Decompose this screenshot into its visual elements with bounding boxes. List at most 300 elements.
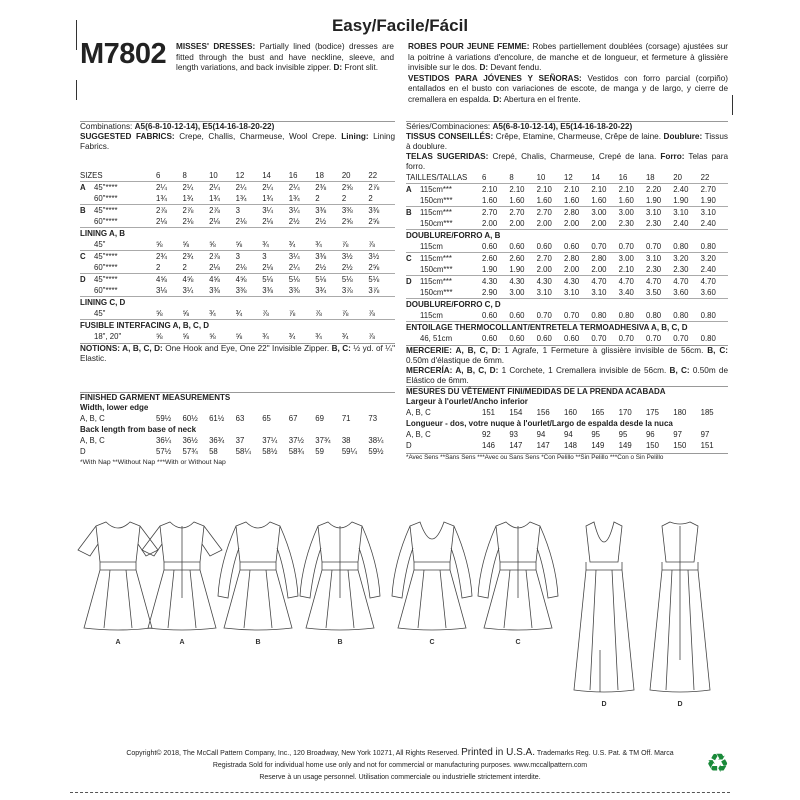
value-cell: 93 — [509, 430, 519, 439]
value-cell: 2.10 — [591, 184, 618, 196]
value-cell: ¾ — [262, 240, 269, 249]
value-cell: 3¼ — [182, 286, 194, 295]
value-cell: ⅝ — [182, 332, 190, 341]
value-cell: 5⅛ — [289, 274, 316, 286]
combinations-value: A5(6-8-10-12-14), E5(14-16-18-20-22) — [134, 122, 275, 131]
copyright-footer — [80, 747, 720, 784]
value-cell: 2.60 — [482, 253, 509, 265]
footnote: *With Nap **Without Nap ***With or Without Nap — [80, 459, 226, 466]
value-cell: 4.70 — [619, 276, 646, 288]
fabric-width: 60"**** — [94, 217, 118, 226]
desc-d-text: Abertura en el frente. — [503, 94, 581, 104]
combinations-value: A5(6-8-10-12-14), E5(14-16-18-20-22) — [492, 122, 633, 131]
dress-outline — [300, 522, 380, 630]
size-header: 16 — [288, 171, 298, 180]
fabric-width: 115cm — [420, 242, 443, 251]
metric-table — [406, 172, 728, 344]
value-cell: 2.30 — [673, 265, 689, 274]
value-cell: 94 — [563, 430, 573, 439]
value-cell: 2⅞ — [156, 205, 183, 217]
value-cell: 146 — [482, 441, 496, 450]
table-row — [406, 253, 728, 265]
dress-outline — [218, 522, 298, 630]
value-cell: 2⅝ — [368, 263, 380, 272]
value-cell: 37¼ — [262, 436, 278, 445]
value-cell: 2.00 — [591, 265, 607, 274]
desc-d-label: D: — [479, 63, 489, 73]
value-cell: 2¼ — [262, 182, 289, 194]
view-c-illustration — [478, 522, 558, 646]
view-label: B — [337, 639, 343, 646]
value-cell: ⅞ — [368, 240, 375, 249]
value-cell: 1¾ — [156, 194, 167, 203]
value-cell: 0.60 — [509, 311, 525, 320]
value-cell: 154 — [509, 408, 523, 417]
fabric-width: 115cm — [420, 311, 443, 320]
combinations-label: Combinations: — [80, 122, 133, 131]
value-cell: 0.60 — [536, 242, 552, 251]
value-cell: 2.70 — [509, 207, 536, 219]
value-cell: 95 — [591, 430, 600, 439]
value-cell: 0.70 — [591, 334, 607, 343]
fabrics-value: Crêpe, Etamine, Charmeuse, Crêpe de laine. — [495, 132, 661, 141]
combinations-label: Séries/Combinaciones: — [406, 122, 491, 131]
value-cell: ⅝ — [156, 332, 163, 341]
value-cell: 3 — [236, 205, 263, 217]
fabric-width: 60"**** — [94, 286, 118, 295]
fabric-width: 18", 20" — [94, 332, 122, 341]
value-cell: 1.60 — [536, 196, 552, 205]
view-label — [406, 195, 420, 207]
value-cell: 57¾ — [182, 447, 198, 456]
value-cell: 3.20 — [673, 253, 700, 265]
value-cell: 2.80 — [591, 253, 618, 265]
value-cell: ¾ — [288, 240, 296, 249]
size-header: 6 — [156, 171, 161, 180]
value-cell: 0.80 — [700, 242, 716, 251]
table-row — [406, 407, 728, 418]
value-cell: 151 — [700, 441, 714, 450]
value-cell: 2.30 — [618, 219, 634, 228]
merceria — [406, 366, 728, 386]
trademark-text: Trademarks Reg. U.S. Pat. & TM Off. Marca — [536, 750, 674, 757]
value-cell: 3⅜ — [235, 286, 247, 295]
value-cell: 3½ — [342, 251, 369, 263]
section-label: ENTOILAGE THERMOCOLLANT/ENTRETELA TERMOADHESIVA A, B, C, D — [406, 322, 728, 334]
value-cell: 1.60 — [618, 196, 634, 205]
table-row — [406, 287, 728, 299]
value-cell: 59 — [315, 447, 324, 456]
dress-outline — [392, 522, 472, 630]
value-cell: 1¾ — [182, 194, 194, 203]
french-spanish-yardage-column — [406, 121, 728, 461]
merceria-value: 1 Corchete, 1 Cremallera invisible de 56cm. — [501, 366, 667, 375]
value-cell: 2.30 — [645, 265, 662, 274]
value-cell: 4.30 — [537, 276, 564, 288]
value-cell: 147 — [509, 441, 523, 450]
merceria-bc-label: B, C: — [669, 366, 690, 375]
view-label: D — [80, 447, 86, 456]
value-cell: 3.50 — [645, 288, 662, 297]
fabrics-value: Crepé, Chalis, Charmeuse, Crepé de lana. — [492, 152, 657, 161]
table-row — [80, 182, 395, 194]
merceria-bc-value: 0.50m de Elástico de 6mm. — [406, 366, 729, 385]
value-cell: 3.40 — [618, 288, 634, 297]
value-cell: 2.70 — [482, 207, 509, 219]
value-cell: 36¾ — [209, 436, 225, 445]
value-cell: 185 — [700, 408, 714, 417]
usage-text: Registrada Sold for individual home use only and not for commercial or manufacturing purposes. www.mccallpattern.com — [212, 762, 588, 769]
english-yardage-column — [80, 121, 395, 466]
value-cell: 0.80 — [700, 334, 716, 343]
value-cell: 2.70 — [701, 184, 728, 196]
value-cell: 60½ — [182, 414, 198, 423]
fabric-width: 45"**** — [94, 182, 156, 194]
notions-label: NOTIONS: A, B, C, D: — [80, 344, 163, 353]
table-row — [80, 285, 395, 297]
view-label: D — [677, 701, 683, 708]
desc-text: Partially lined (bodice) dresses are fitted through the bust and have neckline, sleeve, and length variations, and back invisible zipper. — [176, 42, 394, 73]
mercerie-bc-value: 0.50m d'élastique de 6mm. — [406, 356, 505, 365]
value-cell: 3½ — [368, 251, 395, 263]
lining-label: Forro: — [660, 152, 685, 161]
value-cell: 97 — [673, 430, 682, 439]
combinations — [80, 121, 395, 132]
value-cell: 0.60 — [509, 334, 525, 343]
value-cell: 2 — [156, 263, 161, 272]
value-cell: 4.30 — [564, 276, 591, 288]
value-cell: 2.00 — [563, 265, 580, 274]
measurements-title: MESURES DU VÊTEMENT FINI/MEDIDAS DE LA PRENDA ACABADA — [406, 386, 728, 396]
value-cell: 2¼ — [183, 182, 210, 194]
value-cell: 3⅜ — [368, 205, 395, 217]
value-cell: 0.80 — [591, 311, 607, 320]
view-label: D — [406, 441, 412, 450]
value-cell: 2⅝ — [342, 182, 369, 194]
value-cell: 1.60 — [591, 196, 607, 205]
value-cell: 0.70 — [645, 242, 662, 251]
value-cell: 3⅜ — [342, 205, 369, 217]
value-cell: ⅝ — [156, 309, 163, 318]
fabric-width: 60"**** — [94, 263, 118, 272]
value-cell: 3.10 — [563, 288, 580, 297]
value-cell: ⅞ — [341, 309, 349, 318]
table-row — [406, 264, 728, 276]
desc-d-text: Front slit. — [344, 63, 379, 73]
size-header: 12 — [235, 171, 245, 180]
value-cell: 3 — [262, 251, 289, 263]
size-header: 22 — [368, 171, 378, 180]
value-cell: 3⅜ — [262, 286, 274, 295]
section-label: LINING A, B — [80, 228, 395, 240]
view-label — [80, 308, 94, 320]
size-header: 18 — [315, 171, 324, 180]
value-cell: 3.10 — [536, 288, 552, 297]
value-cell: 2 — [182, 263, 187, 272]
view-label: A — [406, 184, 420, 196]
view-label — [406, 241, 420, 253]
value-cell: 4.30 — [509, 276, 536, 288]
size-header: 10 — [536, 173, 546, 182]
size-header: 8 — [182, 171, 187, 180]
view-label: D — [406, 276, 420, 288]
fabric-width: 45" — [94, 309, 106, 318]
fabric-width: 115cm*** — [420, 253, 482, 265]
view-b-illustration — [300, 522, 380, 646]
view-label — [80, 262, 94, 274]
size-header: 16 — [618, 173, 628, 182]
value-cell: ⅞ — [341, 240, 349, 249]
fabric-width: 45"**** — [94, 251, 156, 263]
measurements-title: FINISHED GARMENT MEASUREMENTS — [80, 392, 395, 402]
value-cell: 1.90 — [645, 196, 662, 205]
value-cell: 2 — [341, 194, 347, 203]
table-header-row — [80, 170, 395, 182]
value-cell: 0.70 — [618, 334, 634, 343]
desc-title: VESTIDOS PARA JÓVENES Y SEÑORAS: — [408, 73, 582, 83]
value-cell: 57½ — [156, 447, 172, 456]
value-cell: 95 — [618, 430, 628, 439]
mercerie-bc-label: B, C: — [707, 346, 728, 355]
value-cell: 165 — [591, 408, 605, 417]
mercerie-label: MERCERIE: A, B, C, D: — [406, 346, 501, 355]
lining-value: Lining Fabrics. — [80, 132, 395, 151]
fabric-width: 46, 51cm — [420, 334, 453, 343]
value-cell: 3⅜ — [315, 251, 342, 263]
value-cell: 0.60 — [482, 334, 498, 343]
value-cell: 2.70 — [537, 253, 564, 265]
value-cell: 0.80 — [645, 311, 662, 320]
value-cell: 58¾ — [288, 447, 304, 456]
value-cell: 3.10 — [646, 207, 673, 219]
value-cell: 3¼ — [262, 205, 289, 217]
value-cell: 1.90 — [673, 196, 689, 205]
table-row — [80, 239, 395, 251]
value-cell: 2⅛ — [209, 217, 220, 226]
view-label — [406, 287, 420, 299]
value-cell: 0.70 — [673, 334, 689, 343]
size-header: 10 — [209, 171, 218, 180]
fabric-width: 45"**** — [94, 205, 156, 217]
value-cell: 1.90 — [482, 265, 498, 274]
section-label: LINING C, D — [80, 297, 395, 309]
size-header: 8 — [509, 173, 514, 182]
table-section-row — [80, 402, 395, 413]
value-cell: 0.80 — [673, 242, 689, 251]
value-cell: 2¾ — [183, 251, 210, 263]
value-cell: 59½ — [368, 447, 384, 456]
size-header: 6 — [482, 173, 487, 182]
table-section-row — [80, 320, 395, 332]
table-header-row — [406, 172, 728, 184]
value-cell: 2⅛ — [235, 263, 247, 272]
value-cell: 1.90 — [700, 196, 716, 205]
value-cell: 37 — [235, 436, 245, 445]
value-cell: 69 — [315, 414, 324, 423]
view-label: A, B, C — [80, 414, 105, 423]
value-cell: 58 — [209, 447, 218, 456]
table-row — [406, 276, 728, 288]
yardage-table — [80, 170, 395, 342]
combinations — [406, 121, 728, 132]
value-cell: 2.30 — [645, 219, 662, 228]
notions-bc-value: ½ yd. of ¼" Elastic. — [80, 344, 396, 363]
view-label: A — [115, 639, 121, 646]
size-header: 18 — [645, 173, 655, 182]
view-label — [80, 285, 94, 297]
value-cell: 4⅝ — [156, 274, 183, 286]
value-cell: 0.70 — [645, 334, 662, 343]
value-cell: 3⅛ — [156, 286, 167, 295]
value-cell: 3.10 — [701, 207, 728, 219]
fabric-width: 115cm*** — [420, 276, 482, 288]
view-label — [80, 331, 94, 342]
value-cell: 38¼ — [368, 436, 384, 445]
value-cell: 2¼ — [156, 182, 183, 194]
value-cell: 0.70 — [536, 311, 552, 320]
value-cell: 2.80 — [564, 253, 591, 265]
table-row — [80, 435, 395, 446]
table-row — [406, 310, 728, 322]
pattern-number: M7802 — [80, 38, 167, 70]
mercerie — [406, 345, 728, 366]
value-cell: ⅝ — [209, 240, 216, 249]
value-cell: 0.60 — [509, 242, 525, 251]
value-cell: 71 — [341, 414, 351, 423]
value-cell: 2.10 — [564, 184, 591, 196]
view-label — [406, 264, 420, 276]
fabric-width: 150cm*** — [420, 265, 453, 274]
value-cell: ⅞ — [262, 309, 269, 318]
table-section-row — [80, 424, 395, 435]
value-cell: 2¼ — [289, 182, 316, 194]
value-cell: 2⅛ — [182, 217, 194, 226]
value-cell: ⅝ — [182, 309, 190, 318]
value-cell: 2.00 — [591, 219, 607, 228]
value-cell: 1¾ — [288, 194, 300, 203]
desc-title: MISSES' DRESSES: — [176, 42, 256, 51]
value-cell: ⅝ — [182, 240, 190, 249]
fabric-width: 150cm*** — [420, 288, 453, 297]
value-cell: 0.60 — [563, 334, 580, 343]
section-label: DOUBLURE/FORRO C, D — [406, 299, 728, 311]
value-cell: 2⅞ — [209, 205, 236, 217]
value-cell: 36¼ — [156, 436, 172, 445]
value-cell: 3.00 — [619, 253, 646, 265]
dress-outline — [574, 522, 634, 692]
margin-rule — [732, 95, 733, 115]
view-label — [406, 218, 420, 230]
value-cell: ¾ — [209, 309, 216, 318]
lining-value: Telas para forro. — [406, 152, 728, 171]
view-label — [80, 239, 94, 251]
view-label: B — [255, 639, 261, 646]
value-cell: 1¾ — [262, 194, 274, 203]
value-cell: 3.60 — [673, 288, 689, 297]
value-cell: 160 — [563, 408, 577, 417]
value-cell: 0.80 — [673, 311, 689, 320]
fabric-width: 115cm*** — [420, 207, 482, 219]
desc-d-label: D: — [333, 63, 343, 73]
value-cell: 2⅛ — [262, 263, 274, 272]
copyright-text: Copyright© 2018, The McCall Pattern Company, Inc., 120 Broadway, New York 10271, All Rights Reserved. — [126, 750, 460, 757]
value-cell: 3¼ — [289, 251, 316, 263]
view-label: A, B, C — [80, 436, 105, 445]
value-cell: 3.10 — [646, 253, 673, 265]
value-cell: 2.60 — [509, 253, 536, 265]
lining-value: Tissus à doublure. — [406, 132, 728, 151]
garment-illustrations — [0, 500, 800, 710]
value-cell: 3¾ — [315, 286, 327, 295]
table-row — [406, 195, 728, 207]
value-cell: 4.70 — [646, 276, 673, 288]
value-cell: 2⅝ — [368, 217, 380, 226]
mercerie-value: 1 Agrafe, 1 Fermeture à glissière invisible de 56cm. — [504, 346, 704, 355]
description-en — [176, 42, 394, 74]
value-cell: 2¼ — [236, 182, 263, 194]
view-label — [406, 310, 420, 322]
value-cell: 4.30 — [482, 276, 509, 288]
fabrics-label: TELAS SUGERIDAS: — [406, 152, 489, 161]
section-label: DOUBLURE/FORRO A, B — [406, 230, 728, 242]
view-d-illustration — [574, 522, 634, 708]
value-cell: 0.70 — [563, 311, 580, 320]
measurements-table — [80, 402, 395, 457]
table-section-row — [406, 418, 728, 429]
value-cell: 2.10 — [618, 265, 634, 274]
value-cell: 2.80 — [564, 207, 591, 219]
value-cell: 2.00 — [536, 219, 552, 228]
view-label: A, B, C — [406, 430, 431, 439]
size-header: 12 — [563, 173, 573, 182]
section-label: Back length from base of neck — [80, 425, 197, 434]
view-label: C — [406, 253, 420, 265]
size-header: 20 — [673, 173, 682, 182]
value-cell: 175 — [645, 408, 659, 417]
view-d-illustration — [650, 522, 710, 708]
value-cell: 2.00 — [482, 219, 498, 228]
value-cell: 73 — [368, 414, 378, 423]
notions-bc-label: B, C: — [331, 344, 351, 353]
value-cell: ¾ — [262, 332, 269, 341]
value-cell: 3.00 — [619, 207, 646, 219]
desc-text: Robes partiellement doublées (corsage) ajustées sur la poitrine à variations d'encolure, de manche et de longueur, et fermeture à glissière invisible sur le dos. — [408, 42, 728, 73]
value-cell: 4⅝ — [209, 274, 236, 286]
value-cell: 2.10 — [537, 184, 564, 196]
table-section-row — [80, 228, 395, 240]
value-cell: 4⅝ — [236, 274, 263, 286]
fabric-width: 150cm*** — [420, 219, 453, 228]
value-cell: 3⅜ — [288, 286, 300, 295]
value-cell: 4.70 — [673, 276, 700, 288]
size-header-label: TAILLES/TALLAS — [406, 173, 468, 182]
difficulty-title: Easy/Facile/Fácil — [331, 16, 469, 35]
value-cell: 149 — [591, 441, 605, 450]
table-row — [80, 331, 395, 342]
value-cell: ⅞ — [288, 309, 296, 318]
section-label: Largeur à l'ourlet/Ancho inferior — [406, 397, 528, 406]
value-cell: 2.10 — [482, 184, 509, 196]
desc-d-label: D: — [493, 94, 502, 104]
section-label: FUSIBLE INTERFACING A, B, C, D — [80, 320, 395, 332]
value-cell: 2⅞ — [209, 251, 236, 263]
view-c-illustration — [392, 522, 472, 646]
fabrics-label: SUGGESTED FABRICS: — [80, 132, 175, 141]
value-cell: ¾ — [315, 240, 322, 249]
value-cell: 3.00 — [591, 207, 618, 219]
fabric-width: 150cm*** — [420, 196, 453, 205]
value-cell: 180 — [673, 408, 687, 417]
